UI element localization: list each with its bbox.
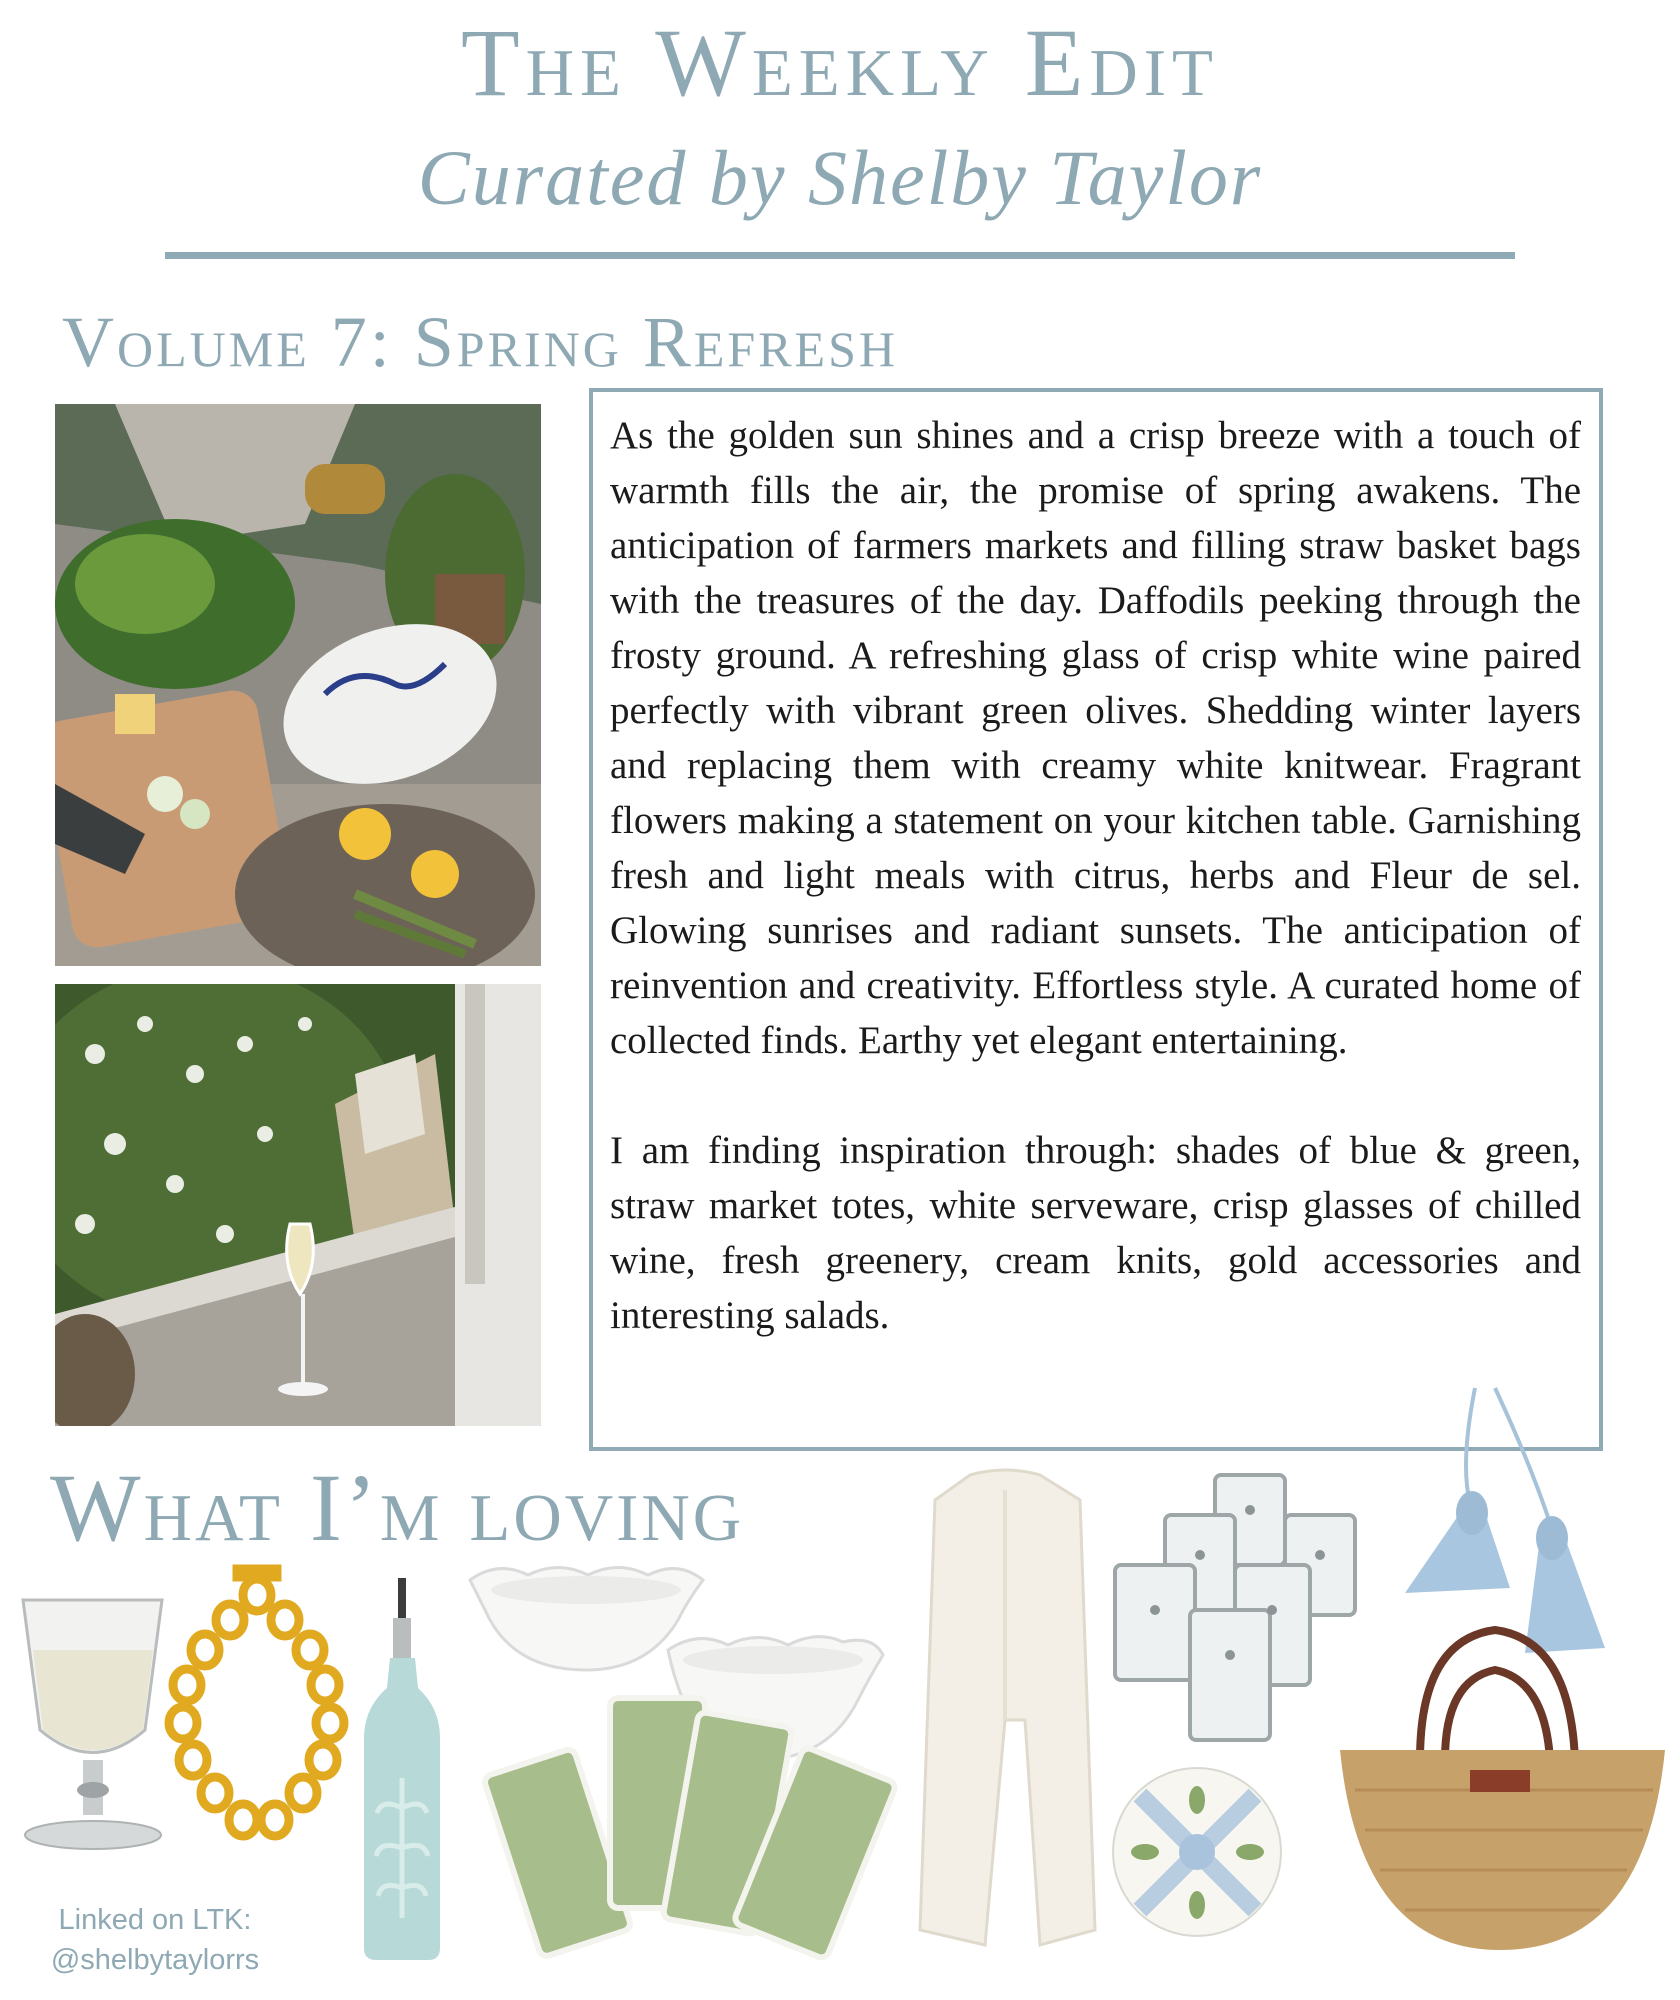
green-scalloped-napkins-product[interactable] — [505, 1688, 885, 1963]
window-wine-photo — [55, 984, 541, 1426]
gold-chain-necklace-product[interactable] — [165, 1565, 350, 1850]
header-divider — [165, 252, 1515, 259]
cream-knit-wrap-product[interactable] — [910, 1470, 1100, 1950]
blue-tassels-product[interactable] — [1400, 1383, 1610, 1658]
ltk-handle-link[interactable]: @shelbytaylorrs — [50, 1944, 260, 1976]
straw-market-tote-product[interactable] — [1335, 1620, 1670, 1955]
painted-plate-product[interactable] — [1110, 1765, 1285, 1940]
page-subtitle: Curated by Shelby Taylor — [417, 134, 1263, 221]
loving-heading: What I’m loving — [50, 1454, 745, 1561]
volume-heading: Volume 7: Spring Refresh — [62, 302, 899, 382]
table-setting-photo — [55, 404, 541, 966]
article-box — [589, 388, 1603, 1451]
page-title: The Weekly Edit — [461, 9, 1219, 116]
blue-oil-bottle-product[interactable] — [360, 1578, 445, 1963]
ltk-label: Linked on LTK: — [58, 1904, 252, 1936]
article-paragraph: As the golden sun shines and a crisp breeze with a touch of warmth fills the air, the promise of spring awakens. The anticipation of farmers markets and filling straw basket bags with the treasures of the day. Daffodils peeking through the frosty ground. A refreshing glass of crisp white wine paired perfectly with vibrant green olives. Shedding winter layers and replacing them with creamy white knitwear. Fragrant flowers making a statement on your kitchen table. Garnishing fresh and light meals with citrus, herbs and Fleur de sel. Glowing sunrises and radiant sunsets. The anticipation of reinvention and creativity. Effortless style. A curated home of collected finds. Earthy yet elegant entertaining. — [610, 414, 1581, 1062]
inspiration-paragraph: I am finding inspiration through: shades of blue & green, straw market totes, white serveware, crisp glasses of chilled wine, fresh greenery, cream knits, gold accessories and interesting salads. — [610, 1129, 1581, 1337]
wine-glass-product[interactable] — [15, 1590, 170, 1860]
